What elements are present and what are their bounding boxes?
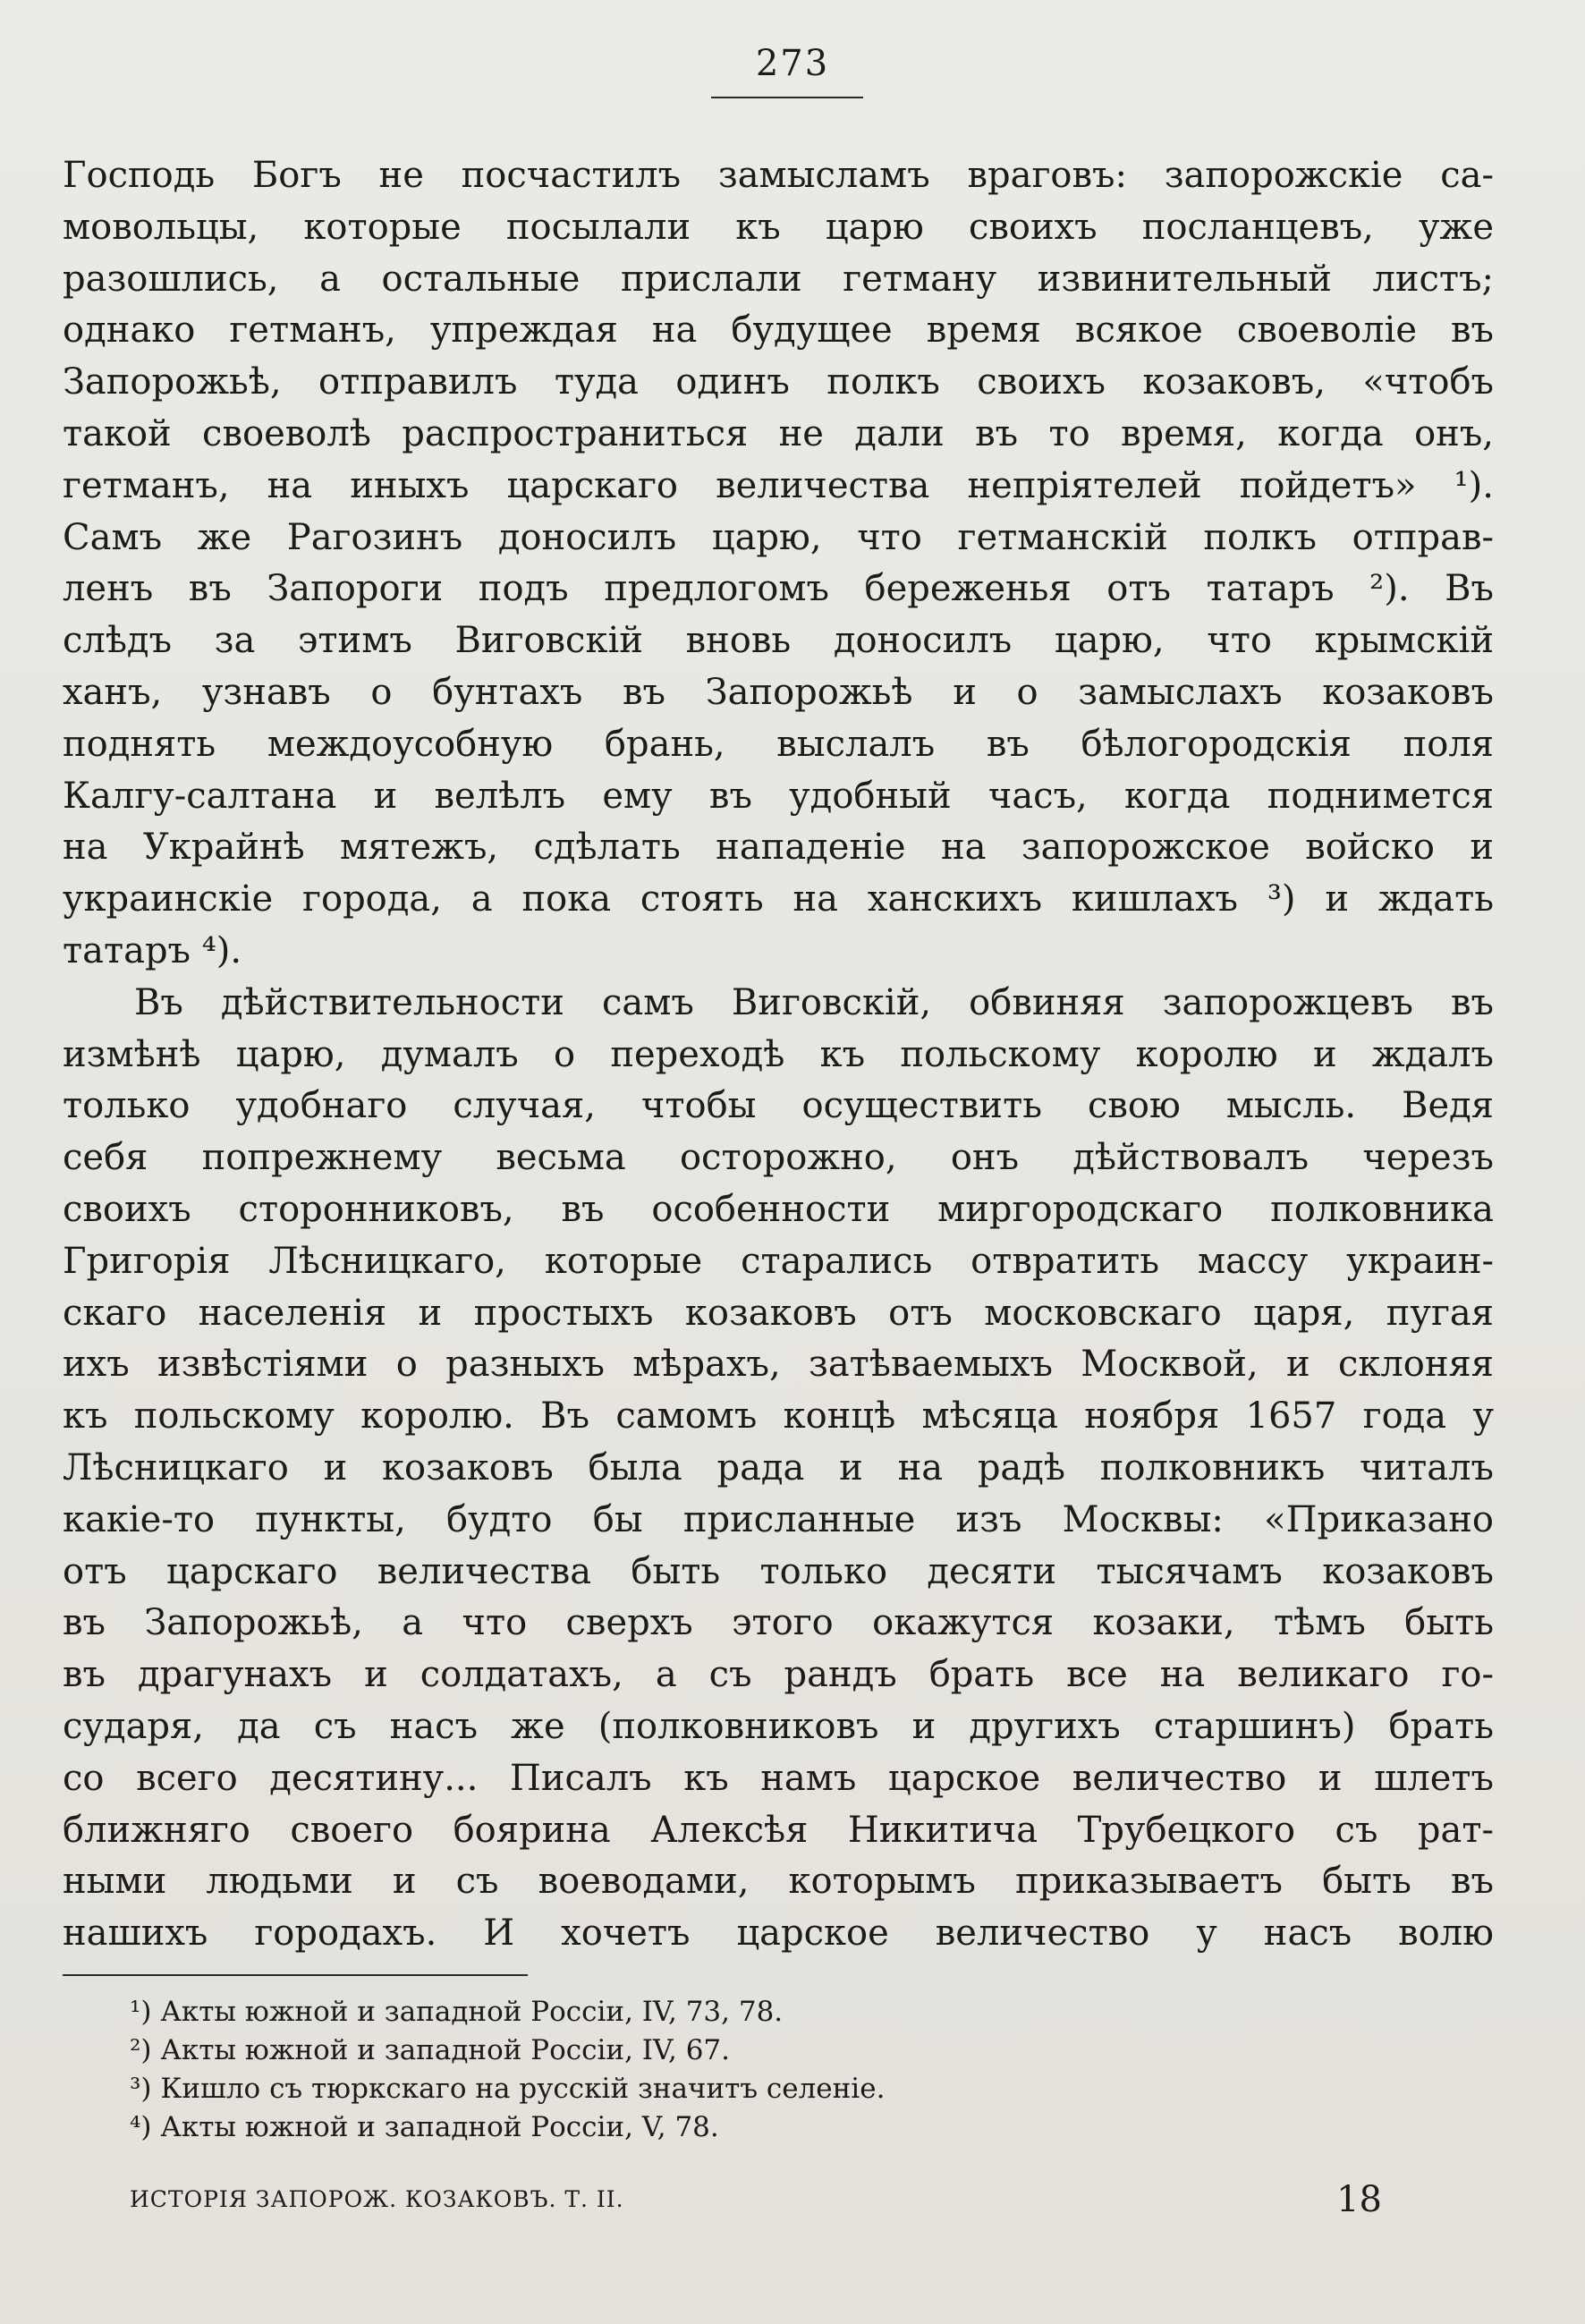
footnote-mark: ⁴) — [130, 2111, 152, 2143]
text-line: со всего десятину... Писалъ къ намъ царское величество и шлетъ — [63, 1757, 1494, 1799]
footnote-text: Акты южной и западной Россіи, V, 78. — [160, 2111, 719, 2143]
text-line: украинскіе города, а пока стоять на ханскихъ кишлахъ ³) и ждать — [63, 878, 1494, 920]
text-line: ханъ, узнавъ о бунтахъ въ Запорожьѣ и о замыслахъ козаковъ — [63, 671, 1494, 713]
signature-mark: 18 — [1336, 2179, 1382, 2220]
text-line: къ польскому королю. Въ самомъ концѣ мѣсяца ноября 1657 года у — [63, 1395, 1494, 1438]
footnote — [130, 2031, 1382, 2070]
text-line: какіе-то пункты, будто бы присланные изъ Москвы: «Приказано — [63, 1498, 1494, 1540]
text-line: Господь Богъ не посчастилъ замысламъ враговъ: запорожскіе са- — [63, 155, 1494, 196]
text-line: ближняго своего боярина Алексѣя Никитича Трубецкого съ рат- — [63, 1809, 1494, 1851]
text-line: Лѣсницкаго и козаковъ была рада и на радѣ полковникъ читалъ — [63, 1446, 1494, 1489]
footnote — [130, 1993, 1382, 2031]
footnote-mark: ³) — [130, 2073, 152, 2105]
text-line: ными людьми и съ воеводами, которымъ приказываетъ быть въ — [63, 1861, 1494, 1903]
text-line: гетманъ, на иныхъ царскаго величества непріятелей пойдетъ» ¹). — [63, 464, 1494, 506]
text-line: мовольцы, которые посылали къ царю своихъ посланцевъ, уже — [63, 206, 1494, 248]
text-line: слѣдъ за этимъ Виговскій вновь доносилъ царю, что крымскій — [63, 620, 1494, 662]
body-text — [63, 150, 1494, 1960]
footnote-text: Акты южной и западной Россіи, IV, 73, 78. — [160, 1996, 784, 2028]
text-line: Григорія Лѣсницкаго, которые старались отвратить массу украин- — [63, 1240, 1494, 1282]
text-line: себя попрежнему весьма осторожно, онъ дѣйствовалъ черезъ — [63, 1137, 1494, 1179]
text-line: однако гетманъ, упреждая на будущее время всякое своеволіе въ — [63, 310, 1494, 352]
text-line: въ драгунахъ и солдатахъ, а съ рандъ брать все на великаго го- — [63, 1654, 1494, 1696]
text-line: отъ царскаго величества быть только десяти тысячамъ козаковъ — [63, 1550, 1494, 1592]
text-line: Въ дѣйствительности самъ Виговскій, обвиняя запорожцевъ въ — [134, 981, 1494, 1023]
text-line: татаръ ⁴). — [63, 929, 242, 971]
text-line: нашихъ городахъ. И хочетъ царское величество у насъ волю — [63, 1913, 1494, 1955]
page-number: 273 — [755, 43, 830, 84]
text-line: Самъ же Рагозинъ доносилъ царю, что гетманскій полкъ отправ- — [63, 516, 1494, 558]
text-line: въ Запорожьѣ, а что сверхъ этого окажутся козаки, тѣмъ быть — [63, 1602, 1494, 1644]
page-footer — [130, 2179, 1382, 2233]
text-line: на Украйнѣ мятежъ, сдѣлать нападеніе на запорожское войско и — [63, 827, 1494, 869]
footnote-mark: ²) — [130, 2034, 152, 2066]
text-line: такой своеволѣ распространиться не дали въ то время, когда онъ, — [63, 412, 1494, 454]
footnote-text: Акты южной и западной Россіи, IV, 67. — [160, 2034, 730, 2066]
text-line: поднять междоусобную брань, выслалъ въ бѣлогородскія поля — [63, 723, 1494, 765]
text-line: ихъ извѣстіями о разныхъ мѣрахъ, затѣваемыхъ Москвой, и склоняя — [63, 1344, 1494, 1386]
footnote-rule — [63, 1974, 528, 1976]
footnotes — [130, 1993, 1382, 2147]
text-line: ленъ въ Запороги подъ предлогомъ береженья отъ татаръ ²). Въ — [63, 568, 1494, 610]
text-line: своихъ сторонниковъ, въ особенности миргородскаго полковника — [63, 1188, 1494, 1230]
text-line: разошлись, а остальные прислали гетману извинительный листъ; — [63, 258, 1494, 300]
text-line: сударя, да съ насъ же (полковниковъ и другихъ старшинъ) брать — [63, 1705, 1494, 1747]
text-line: только удобнаго случая, чтобы осуществить свою мысль. Ведя — [63, 1085, 1494, 1127]
footnote-text: Кишло съ тюркскаго на русскій значитъ селеніе. — [160, 2073, 886, 2105]
footnote-mark: ¹) — [130, 1996, 152, 2028]
footer-title: ИСТОРІЯ ЗАПОРОЖ. КОЗАКОВЪ. Т. II. — [130, 2186, 624, 2212]
footnote — [130, 2108, 1382, 2147]
footnote — [130, 2070, 1382, 2108]
page-number-rule — [711, 97, 863, 98]
text-line: Калгу-салтана и велѣлъ ему въ удобный часъ, когда поднимется — [63, 775, 1494, 817]
text-line: Запорожьѣ, отправилъ туда одинъ полкъ своихъ козаковъ, «чтобъ — [63, 361, 1494, 403]
text-line: измѣнѣ царю, думалъ о переходѣ къ польскому королю и ждалъ — [63, 1033, 1494, 1075]
text-line: скаго населенія и простыхъ козаковъ отъ московскаго царя, пугая — [63, 1292, 1494, 1334]
